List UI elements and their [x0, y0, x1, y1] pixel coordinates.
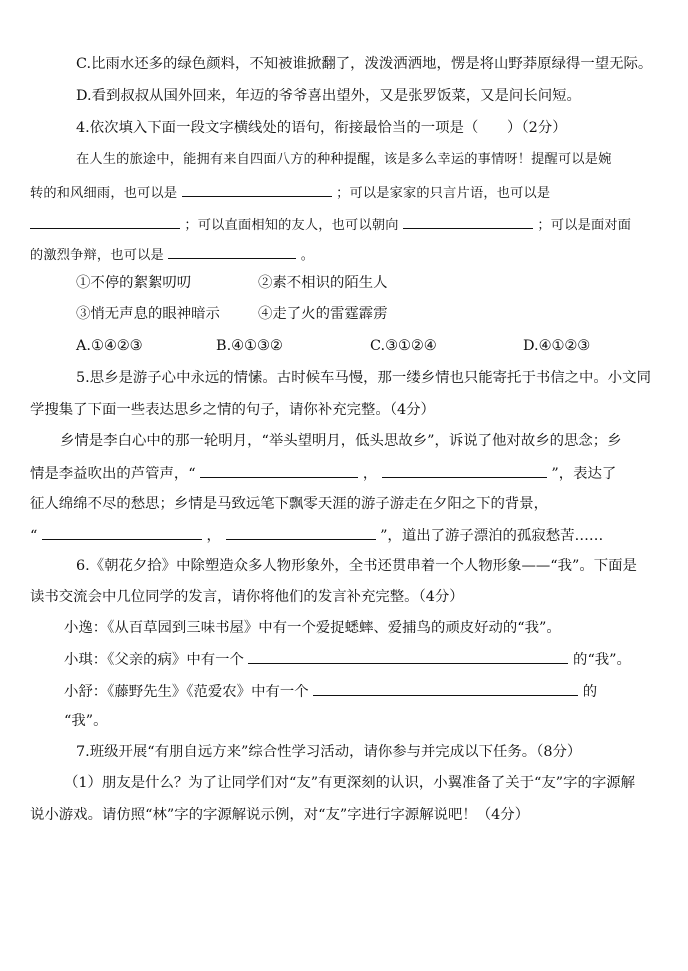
choice-a[interactable]: A.①④②③	[76, 338, 143, 354]
question-6-line-5	[64, 681, 597, 702]
passage-text: ，	[206, 528, 221, 544]
question-6-line-1: 6.《朝花夕拾》中除塑造众多人物形象外，全书还贯串着一个人物形象——“我”。下面是	[76, 558, 637, 574]
question-7-line-2: （1）朋友是什么？为了让同学们对“友”有更深刻的认识，小翼准备了关于“友”字的字源解	[64, 775, 636, 791]
item-1: ①不停的絮絮叨叨	[76, 275, 192, 291]
question-6-line-6: “我”。	[64, 713, 108, 729]
answer-blank[interactable]	[42, 525, 202, 540]
item-4: ④走了火的雷霆霹雳	[258, 306, 388, 322]
choice-c[interactable]: C.③①②④	[370, 338, 437, 354]
choice-b[interactable]: B.④①③②	[216, 338, 283, 354]
question-5-line-2: 学搜集了下面一些表达思乡之情的句子，请你补充完整。（4分）	[30, 402, 435, 418]
question-5-line-3: 乡情是李白心中的那一轮明月，“举头望明月，低头思故乡”，诉说了他对故乡的思念；乡	[60, 433, 622, 449]
passage-text: ；可以是家家的只言片语，也可以是	[336, 186, 551, 201]
passage-text: ；可以是面对面	[537, 218, 632, 233]
question-7-line-3: 说小游戏。请仿照“林”字的字源解说示例，对“友”字进行字源解说吧！（4分）	[30, 807, 530, 823]
question-5-line-6	[30, 525, 603, 546]
item-3: ③悄无声息的眼神暗示	[76, 306, 220, 322]
passage-text: ，	[362, 466, 378, 482]
passage-text: 小琪：《父亲的病》中有一个	[64, 652, 244, 668]
question-7-line-1: 7.班级开展“有朋自远方来”综合性学习活动，请你参与并完成以下任务。（8分）	[76, 744, 582, 760]
passage-text: ；可以直面相知的友人，也可以朝向	[184, 218, 399, 233]
question-4-stem: 4.依次填入下面一段文字横线处的语句，衔接最恰当的一项是（ ）（2分）	[76, 120, 567, 136]
passage-text: “	[30, 528, 38, 544]
item-2: ②素不相识的陌生人	[258, 275, 388, 291]
passage-text: 的	[582, 684, 598, 700]
answer-blank[interactable]	[313, 681, 578, 696]
passage-text: 的“我”。	[573, 652, 631, 668]
answer-blank[interactable]	[182, 182, 332, 197]
passage-text: ”，表达了	[551, 466, 617, 482]
question-5-line-5: 征人绵绵不尽的愁思；乡情是马致远笔下飘零天涯的游子游走在夕阳之下的背景，	[30, 496, 549, 512]
question-6-line-3: 小逸：《从百草园到三味书屋》中有一个爱捉蟋蟀、爱捕鸟的顽皮好动的“我”。	[64, 620, 561, 636]
question-4-passage-line-4	[30, 244, 314, 266]
question-6-line-4	[64, 649, 631, 670]
passage-text: 。	[300, 248, 315, 263]
answer-blank[interactable]	[248, 649, 568, 664]
question-5-line-1: 5.思乡是游子心中永远的情愫。古时候车马慢，那一缕乡情也只能寄托于书信之中。小文同	[76, 370, 651, 386]
passage-text: 的激烈争辩，也可以是	[30, 248, 164, 263]
answer-blank[interactable]	[30, 214, 180, 229]
question-5-line-4	[30, 463, 616, 484]
answer-blank[interactable]	[226, 525, 376, 540]
passage-text: 情是李益吹出的芦管声，“	[30, 466, 196, 482]
answer-blank[interactable]	[382, 463, 547, 478]
question-4-passage-line-3	[30, 214, 631, 236]
passage-text: 小舒：《藤野先生》《范爱农》中有一个	[64, 684, 309, 700]
passage-text: 转的和风细雨，也可以是	[30, 186, 178, 201]
question-6-line-2: 读书交流会中几位同学的发言，请你将他们的发言补充完整。（4分）	[30, 589, 464, 605]
answer-blank[interactable]	[168, 244, 296, 259]
question-4-passage-line-2	[30, 182, 550, 204]
option-c-text: C.比雨水还多的绿色颜料，不知被谁掀翻了，泼泼洒洒地，愣是将山野莽原绿得一望无际。	[76, 56, 653, 72]
choice-d[interactable]: D.④①②③	[523, 338, 591, 354]
answer-blank[interactable]	[200, 463, 358, 478]
option-d-text: D.看到叔叔从国外回来，年迈的爷爷喜出望外，又是张罗饭菜，又是问长问短。	[76, 88, 581, 104]
answer-blank[interactable]	[403, 214, 533, 229]
question-4-passage-line-1: 在人生的旅途中，能拥有来自四面八方的种种提醒，该是多么幸运的事情呀！提醒可以是婉	[76, 152, 612, 167]
passage-text: ”，道出了游子漂泊的孤寂愁苦……	[380, 528, 604, 544]
